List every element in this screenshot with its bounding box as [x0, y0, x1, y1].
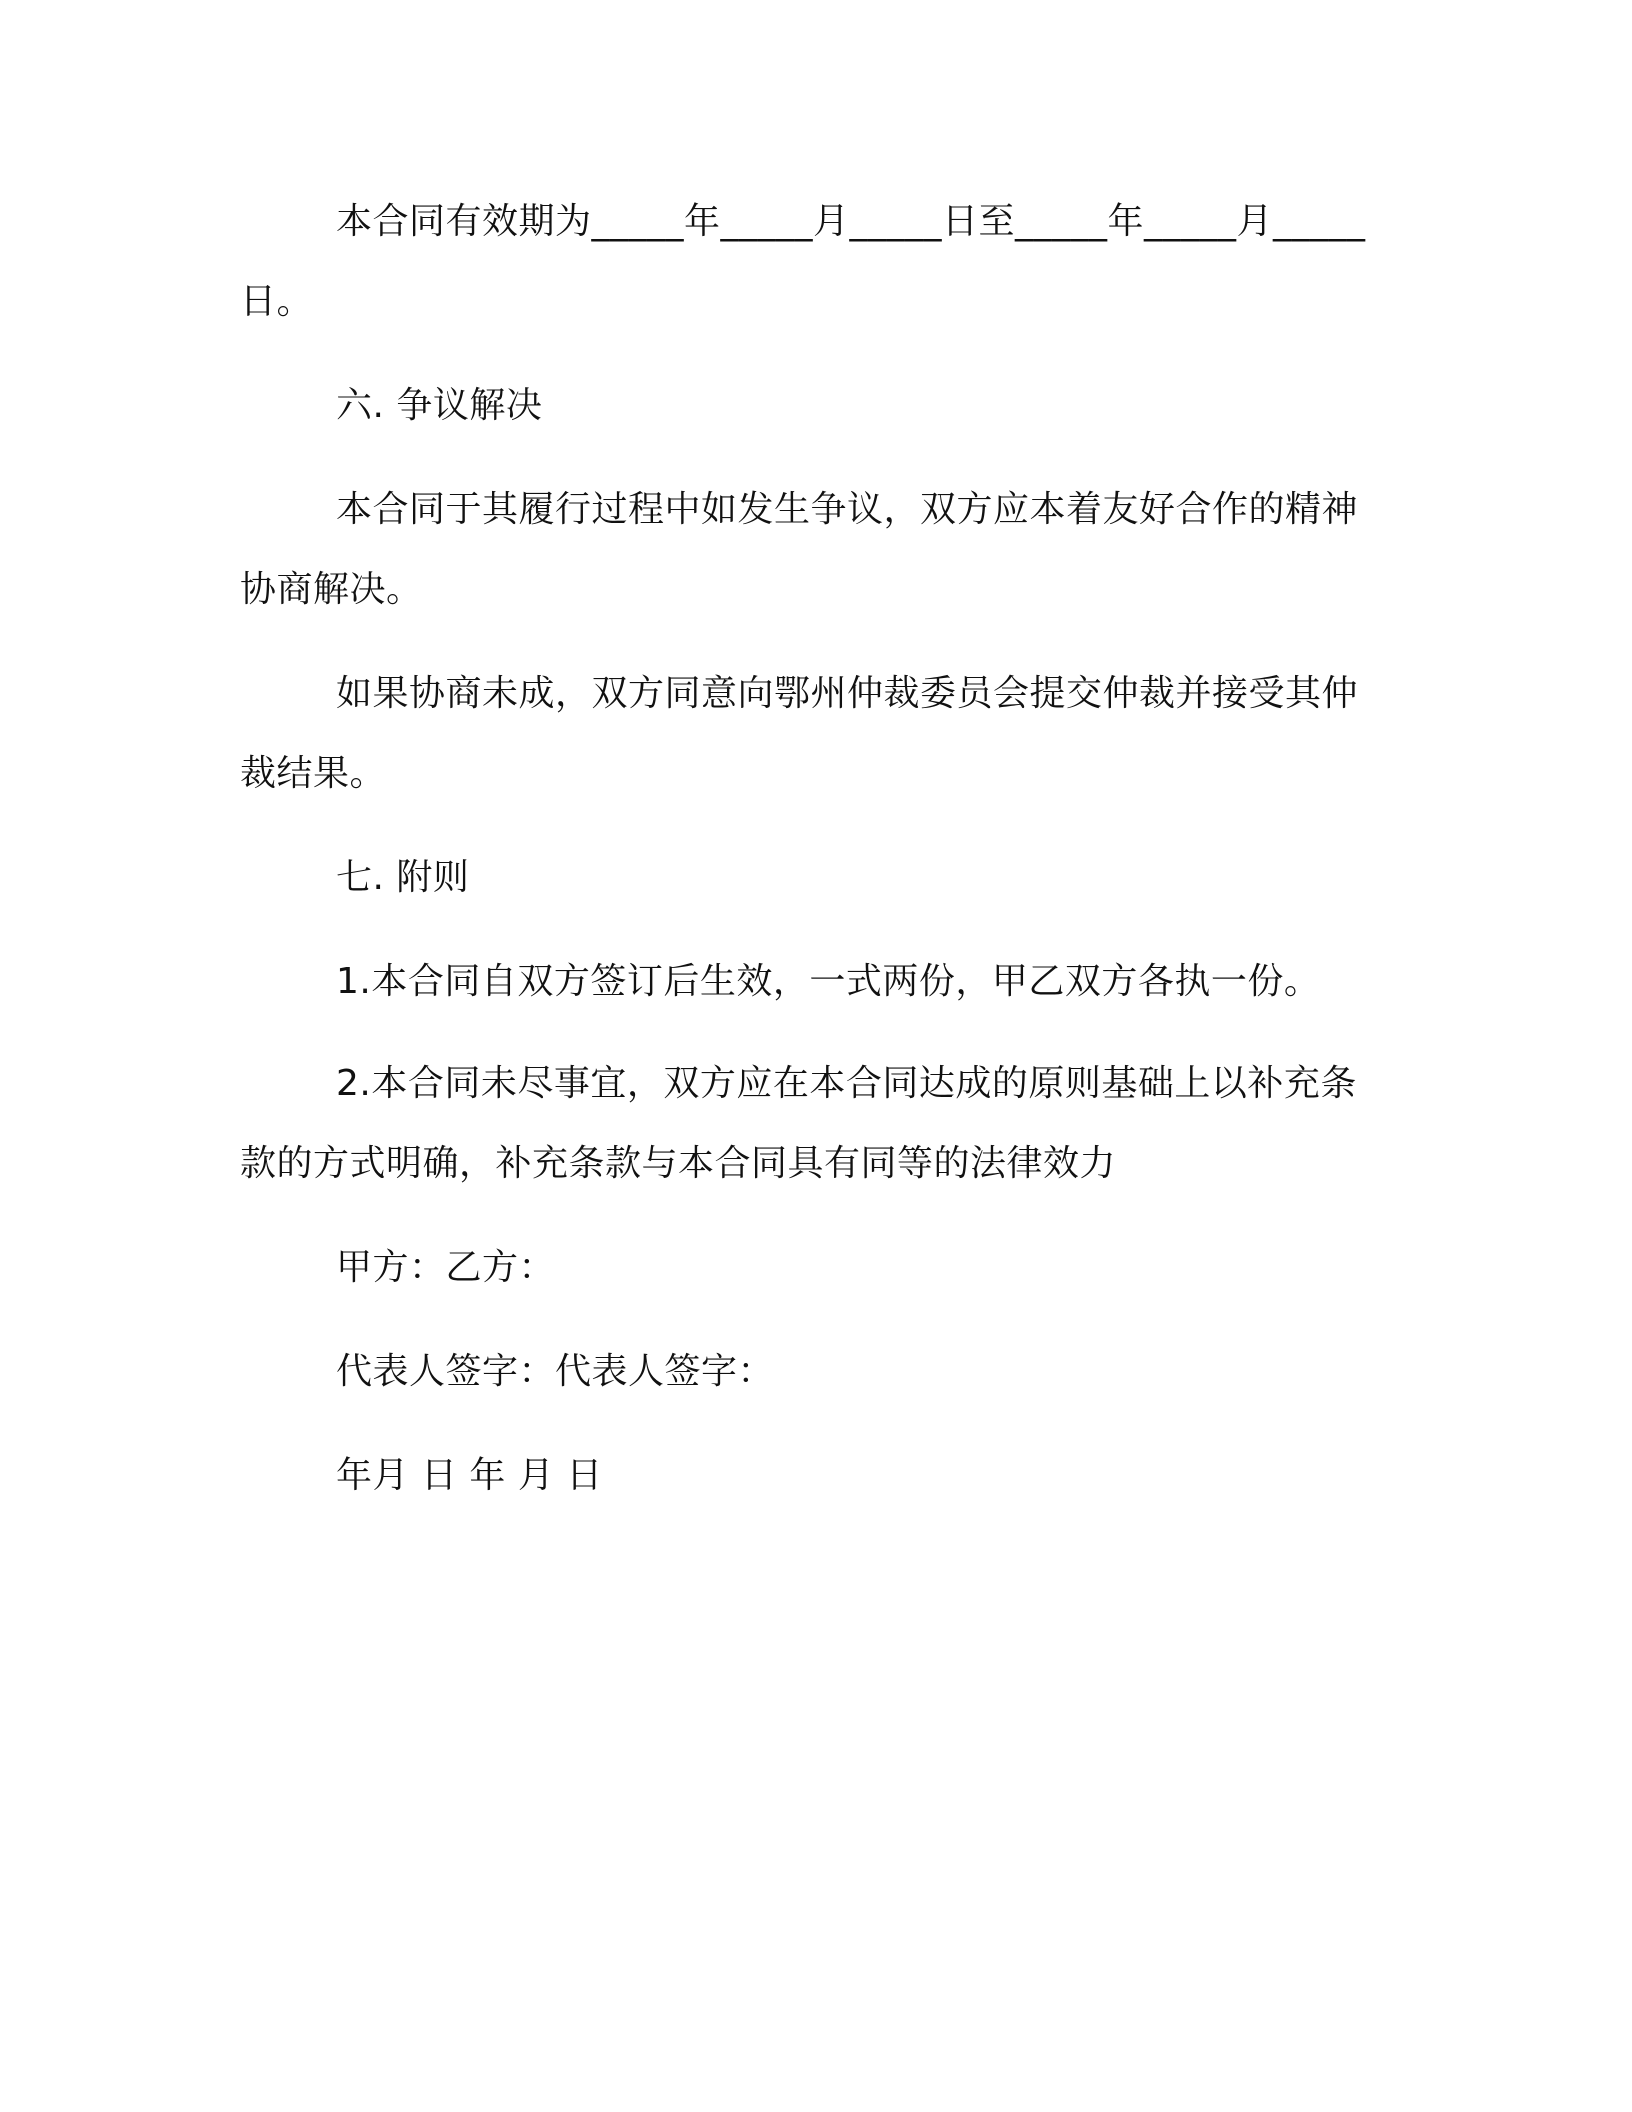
section-6-paragraph-2: 如果协商未成，双方同意向鄂州仲裁委员会提交仲裁并接受其仲裁结果。 — [240, 673, 1359, 794]
document-body — [240, 182, 1390, 1540]
section-7-item-2: 2.本合同未尽事宜，双方应在本合同达成的原则基础上以补充条款的方式明确，补充条款与本合同具有同等的法律效力 — [240, 1063, 1357, 1184]
section-7-item-1: 1.本合同自双方签订后生效，一式两份，甲乙双方各执一份。 — [336, 961, 1321, 1002]
section-6-heading: 六. 争议解决 — [336, 385, 543, 426]
date-line: 年月 日 年 月 日 — [336, 1455, 603, 1496]
parties-line: 甲方：乙方： — [336, 1247, 556, 1288]
signature-line: 代表人签字：代表人签字： — [336, 1351, 775, 1392]
section-7-heading: 七. 附则 — [336, 857, 470, 898]
validity-clause: 本合同有效期为_____年_____月_____日至_____年_____月_____日。 — [240, 201, 1366, 322]
section-6-paragraph-1: 本合同于其履行过程中如发生争议，双方应本着友好合作的精神协商解决。 — [240, 489, 1359, 610]
